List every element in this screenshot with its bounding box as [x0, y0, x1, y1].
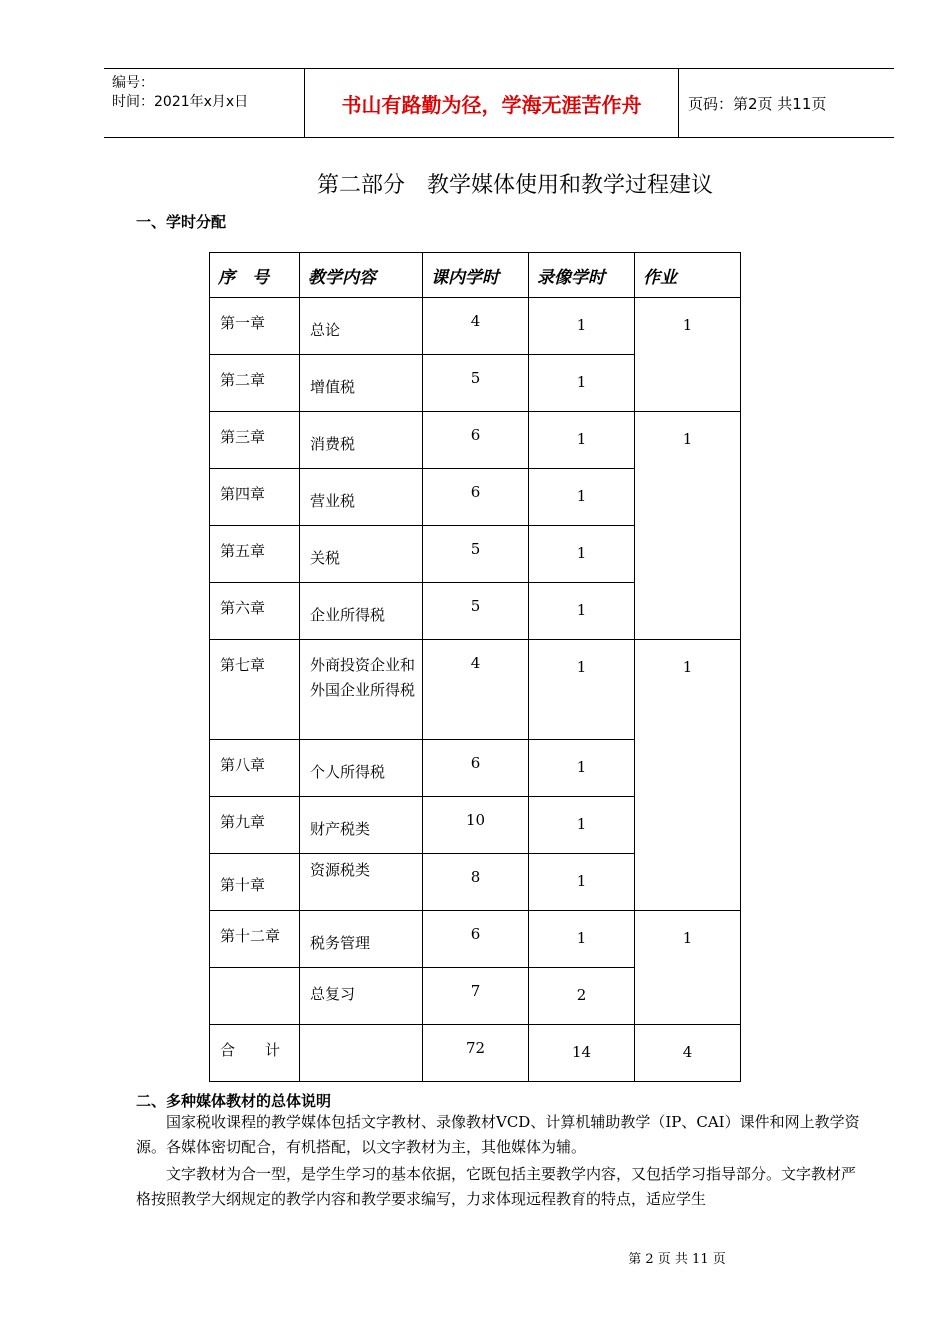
row-hours: 5	[423, 355, 529, 412]
header-video: 录像学时	[529, 253, 635, 298]
row-homework: 1	[635, 911, 741, 1025]
row-seq: 第六章	[210, 583, 300, 640]
row-content: 外商投资企业和外国企业所得税	[300, 640, 423, 740]
row-video: 1	[529, 298, 635, 355]
header-homework: 作业	[635, 253, 741, 298]
row-seq: 第三章	[210, 412, 300, 469]
row-seq	[210, 968, 300, 1025]
table-row	[210, 298, 741, 355]
row-hours: 6	[423, 740, 529, 797]
table-row	[210, 911, 741, 968]
row-video: 1	[529, 526, 635, 583]
row-hours: 5	[423, 526, 529, 583]
row-seq: 第十章	[210, 854, 300, 911]
page-title: 第二部分 教学媒体使用和教学过程建议	[316, 173, 713, 198]
row-hours: 6	[423, 412, 529, 469]
header-seq: 序 号	[210, 253, 300, 298]
row-hours: 6	[423, 911, 529, 968]
row-seq: 第十二章	[210, 911, 300, 968]
section-heading-hours: 一、学时分配	[136, 213, 227, 231]
header-motto: 书山有路勤为径，学海无涯苦作舟	[341, 92, 642, 117]
table-row-total	[210, 1025, 741, 1082]
row-seq: 第五章	[210, 526, 300, 583]
paragraph	[136, 1110, 866, 1160]
row-content: 财产税类	[300, 797, 423, 854]
header-divider	[678, 69, 679, 137]
row-hours: 8	[423, 854, 529, 911]
row-seq: 第一章	[210, 298, 300, 355]
total-content	[300, 1025, 423, 1082]
row-video: 1	[529, 797, 635, 854]
hours-table	[209, 252, 741, 1082]
row-content: 关税	[300, 526, 423, 583]
row-content: 增值税	[300, 355, 423, 412]
total-homework: 4	[635, 1025, 741, 1082]
table-row	[210, 412, 741, 469]
row-homework: 1	[635, 640, 741, 911]
number-label: 编号：	[112, 75, 154, 91]
row-hours: 4	[423, 298, 529, 355]
row-hours: 7	[423, 968, 529, 1025]
row-homework: 1	[635, 298, 741, 412]
row-hours: 5	[423, 583, 529, 640]
row-seq: 第八章	[210, 740, 300, 797]
row-seq: 第七章	[210, 640, 300, 740]
header-content: 教学内容	[300, 253, 423, 298]
table-row	[210, 640, 741, 740]
row-video: 1	[529, 640, 635, 740]
section-heading-media: 二、多种媒体教材的总体说明	[136, 1092, 332, 1110]
paragraph-text: 文字教材为合一型，是学生学习的基本依据，它既包括主要教学内容，又包括学习指导部分。文字教材严格按照教学大纲规定的教学内容和教学要求编写，力求体现远程教育的特点，适应学生	[136, 1165, 857, 1208]
row-hours: 4	[423, 640, 529, 740]
header-hours: 课内学时	[423, 253, 529, 298]
paragraph	[136, 1162, 866, 1212]
row-seq: 第九章	[210, 797, 300, 854]
row-seq: 第四章	[210, 469, 300, 526]
row-content: 税务管理	[300, 911, 423, 968]
row-hours: 10	[423, 797, 529, 854]
row-content: 总复习	[300, 968, 423, 1025]
page-footer: 第 2 页 共 11 页	[628, 1252, 726, 1267]
time-label: 时间：2021年x月x日	[112, 94, 249, 110]
total-hours: 72	[423, 1025, 529, 1082]
paragraph-text: 国家税收课程的教学媒体包括文字教材、录像教材VCD、计算机辅助教学（IP、CAI）课件和网上教学资源。各媒体密切配合，有机搭配，以文字教材为主，其他媒体为辅。	[136, 1113, 860, 1156]
row-video: 1	[529, 583, 635, 640]
row-video: 1	[529, 469, 635, 526]
row-content: 资源税类	[300, 854, 423, 911]
row-video: 1	[529, 911, 635, 968]
document-header	[104, 68, 894, 138]
total-video: 14	[529, 1025, 635, 1082]
row-seq: 第二章	[210, 355, 300, 412]
row-video: 1	[529, 412, 635, 469]
row-video: 2	[529, 968, 635, 1025]
row-content: 营业税	[300, 469, 423, 526]
header-page-label: 页码：第2页 共11页	[688, 95, 827, 113]
header-meta	[104, 69, 304, 137]
row-content: 消费税	[300, 412, 423, 469]
row-video: 1	[529, 740, 635, 797]
total-label: 合 计	[210, 1025, 300, 1082]
row-content: 总论	[300, 298, 423, 355]
row-homework: 1	[635, 412, 741, 640]
row-video: 1	[529, 355, 635, 412]
row-content: 企业所得税	[300, 583, 423, 640]
row-video: 1	[529, 854, 635, 911]
row-content: 个人所得税	[300, 740, 423, 797]
row-hours: 6	[423, 469, 529, 526]
